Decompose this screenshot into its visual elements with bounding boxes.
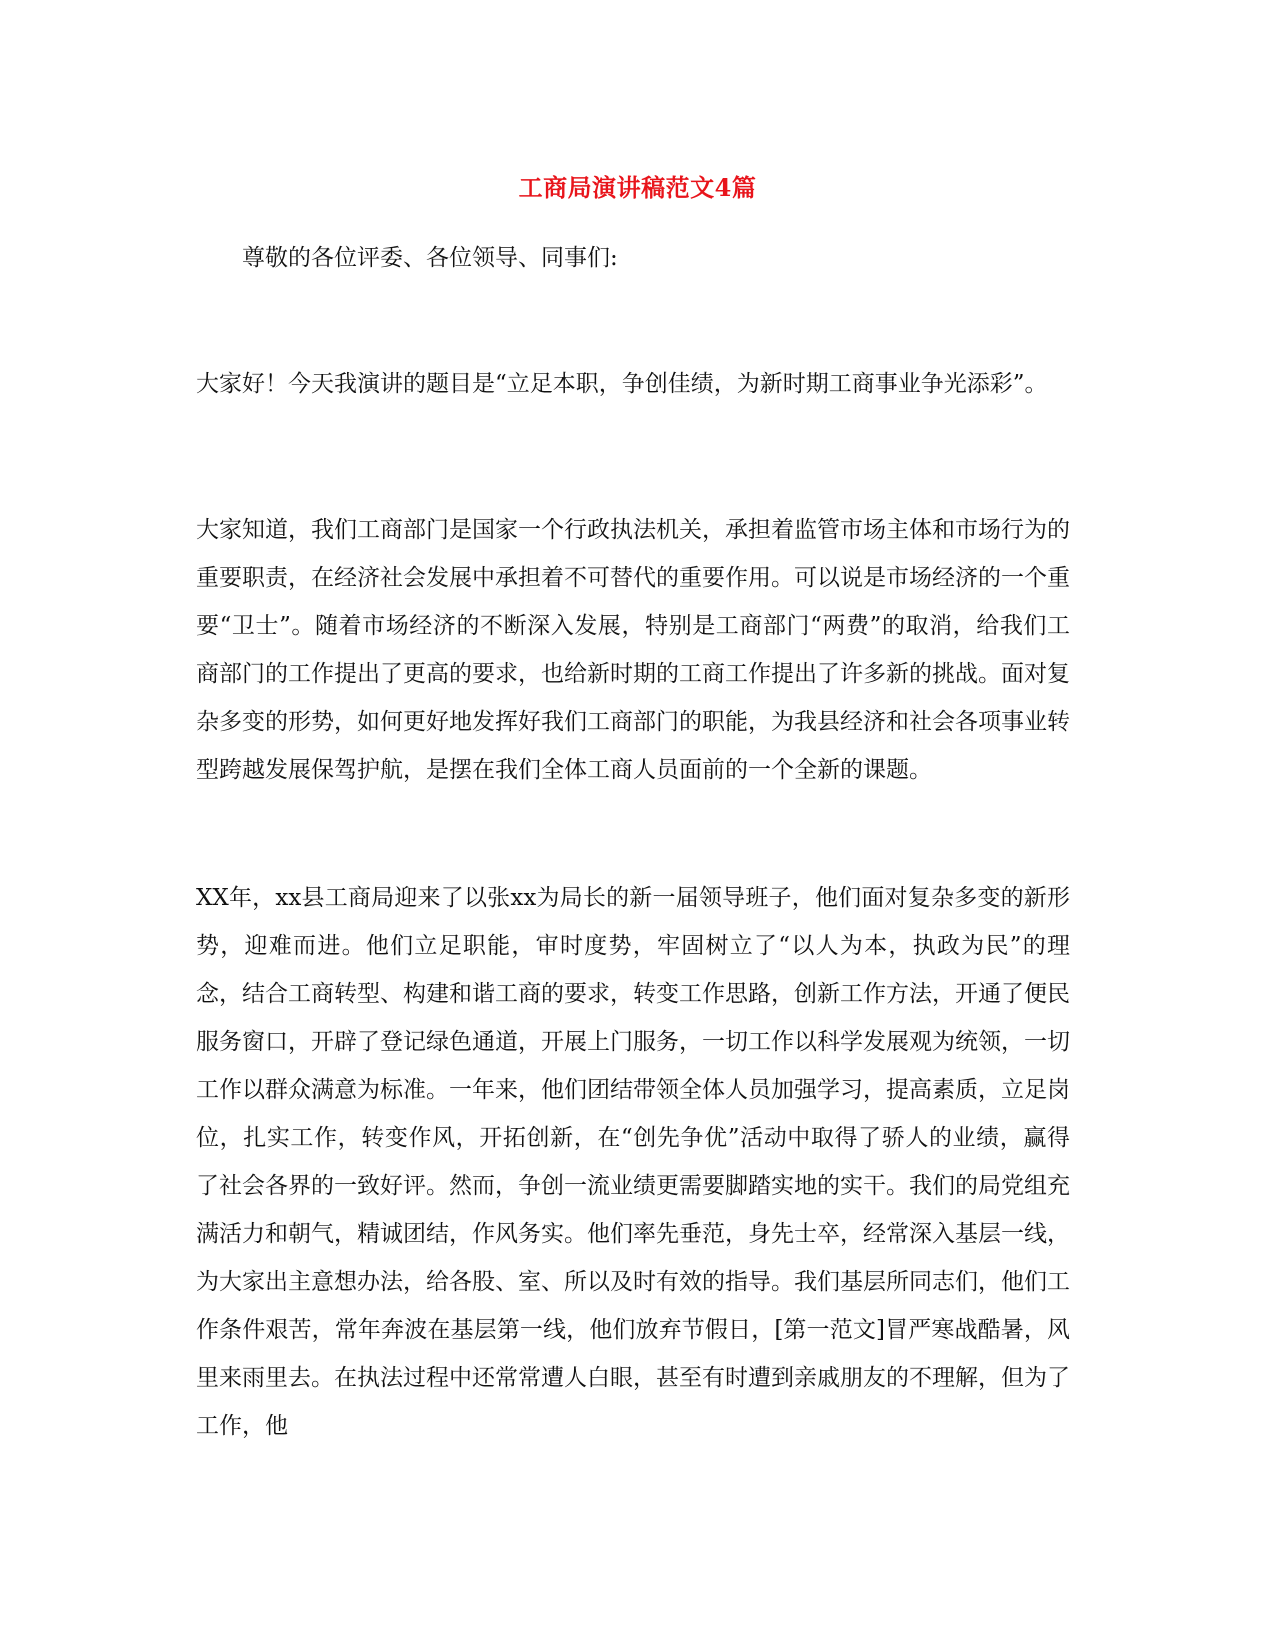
document-title: 工商局演讲稿范文4篇 <box>518 173 757 202</box>
paragraph-role-of-department: 大家知道，我们工商部门是国家一个行政执法机关，承担着监管市场主体和市场行为的重要职责，在经济社会发展中承担着不可替代的重要作用。可以说是市场经济的一个重要“卫士”。随着市场经济的不断深入发展，特别是工商部门“两费”的取消，给我们工商部门的工作提出了更高的要求，也给新时期的工商工作提出了许多新的挑战。面对复杂多变的形势，如何更好地发挥好我们工商部门的职能，为我县经济和社会各项事业转型跨越发展保驾护航，是摆在我们全体工商人员面前的一个全新的课题。 <box>196 517 1070 783</box>
greeting-paragraph: 尊敬的各位评委、各位领导、同事们: <box>242 245 618 271</box>
paragraph-opening: 大家好！今天我演讲的题目是“立足本职，争创佳绩，为新时期工商事业争光添彩”。 <box>196 371 1048 397</box>
paragraph-leadership: XX年，xx县工商局迎来了以张xx为局长的新一届领导班子，他们面对复杂多变的新形势，迎难而进。他们立足职能，审时度势，牢固树立了“以人为本，执政为民”的理念，结合工商转型、构建和谐工商的要求，转变工作思路，创新工作方法，开通了便民服务窗口，开辟了登记绿色通道，开展上门服务，一切工作以科学发展观为统领，一切工作以群众满意为标准。一年来，他们团结带领全体人员加强学习，提高素质，立足岗位，扎实工作，转变作风，开拓创新，在“创先争优”活动中取得了骄人的业绩，赢得了社会各界的一致好评。然而，争创一流业绩更需要脚踏实地的实干。我们的局党组充满活力和朝气，精诚团结，作风务实。他们率先垂范，身先士卒，经常深入基层一线，为大家出主意想办法，给各股、室、所以及时有效的指导。我们基层所同志们，他们工作条件艰苦，常年奔波在基层第一线，他们放弃节假日，[第一范文]冒严寒战酷暑，风里来雨里去。在执法过程中还常常遭人白眼，甚至有时遭到亲戚朋友的不理解，但为了工作，他 <box>196 885 1070 1439</box>
